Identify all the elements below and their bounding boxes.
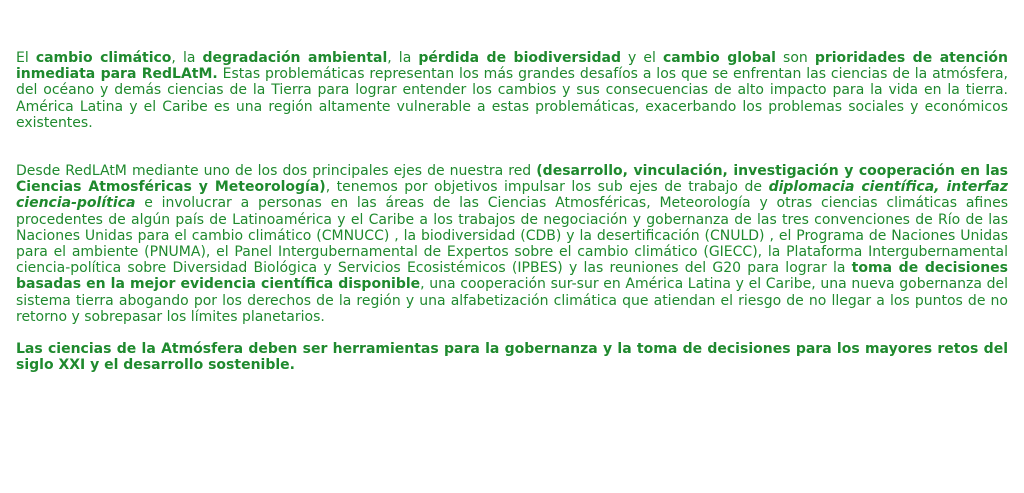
text-span: son	[775, 50, 815, 66]
content-area	[16, 50, 1008, 373]
text-span: El	[16, 50, 36, 66]
text-span: , una cooperación sur-sur en América Latina y el Caribe, una nueva gobernanza del sistema tierra abogando por los derechos de la región y una alfabetización climática que atiendan el riesgo de no llegar a los puntos de no retorno y sobrepasar los límites planetarios.	[16, 276, 1009, 325]
bold-evidence-based-decisions: toma de decisiones basadas en la mejor evidencia científica disponible	[16, 260, 1008, 293]
bold-global-change: cambio global	[662, 50, 776, 66]
italic-span: diplomacia científica, interfaz ciencia-política	[16, 179, 1008, 212]
text-span: , la	[387, 50, 419, 66]
text-span: Estas problemáticas representan los más grandes desafíos a los que se enfrentan las ciencias de la atmósfera, del océano y demás ciencias de la Tierra para lograr entender los cambios y sus consecuencias de alto impacto para la vida en la tierra. América Latina y el Caribe es una región altamente vulnerable a estas problemáticas, exacerbando los problemas sociales y económicos existentes.	[16, 66, 1008, 131]
text-span: Desde RedLAtM mediante uno de los dos principales ejes de nuestra red	[16, 163, 537, 180]
text-span: , tenemos por objetivos impulsar los sub ejes de trabajo de	[325, 179, 769, 196]
text-span: , la	[171, 50, 203, 66]
text-span: e involucrar a personas en las áreas de las Ciencias Atmosféricas, Meteorología y otras ciencias climáticas afines procedentes de algún país de Latinoamérica y el Caribe a los trabajos de negociación y gobernanza de las tres convenciones de Río de las Naciones Unidas para el cambio climático (CMNUCC) , la biodiversidad (CDB) y la desertificación (CNULD) , el Programa de Naciones Unidas para el ambiente (PNUMA), el Panel Intergubernamental de Expertos sobre el cambio climático (GIECC), la Plataforma Intergubernamental ciencia-política sobre Diversidad Biológica y Servicios Ecosistémicos (IPBES) y las reuniones del G20 para lograr la	[16, 195, 1008, 277]
objectives-paragraph	[16, 163, 1008, 325]
text-span: y el	[620, 50, 663, 66]
bold-main-axis: (desarrollo, vinculación, investigación y cooperación en las Ciencias Atmosféricas y Meteorología)	[16, 163, 1008, 196]
bold-priorities: prioridades de atención inmediata para RedLAtM.	[16, 50, 1008, 83]
intro-paragraph	[16, 50, 1008, 131]
conclusion-paragraph: Las ciencias de la Atmósfera deben ser herramientas para la gobernanza y la toma de decisiones para los mayores retos del siglo XXI y el desarrollo sostenible.	[16, 341, 1008, 374]
bold-biodiversity-loss: pérdida de biodiversidad	[418, 50, 621, 66]
bold-environmental-degradation: degradación ambiental	[202, 50, 388, 66]
bold-climate-change: cambio climático	[35, 50, 172, 66]
